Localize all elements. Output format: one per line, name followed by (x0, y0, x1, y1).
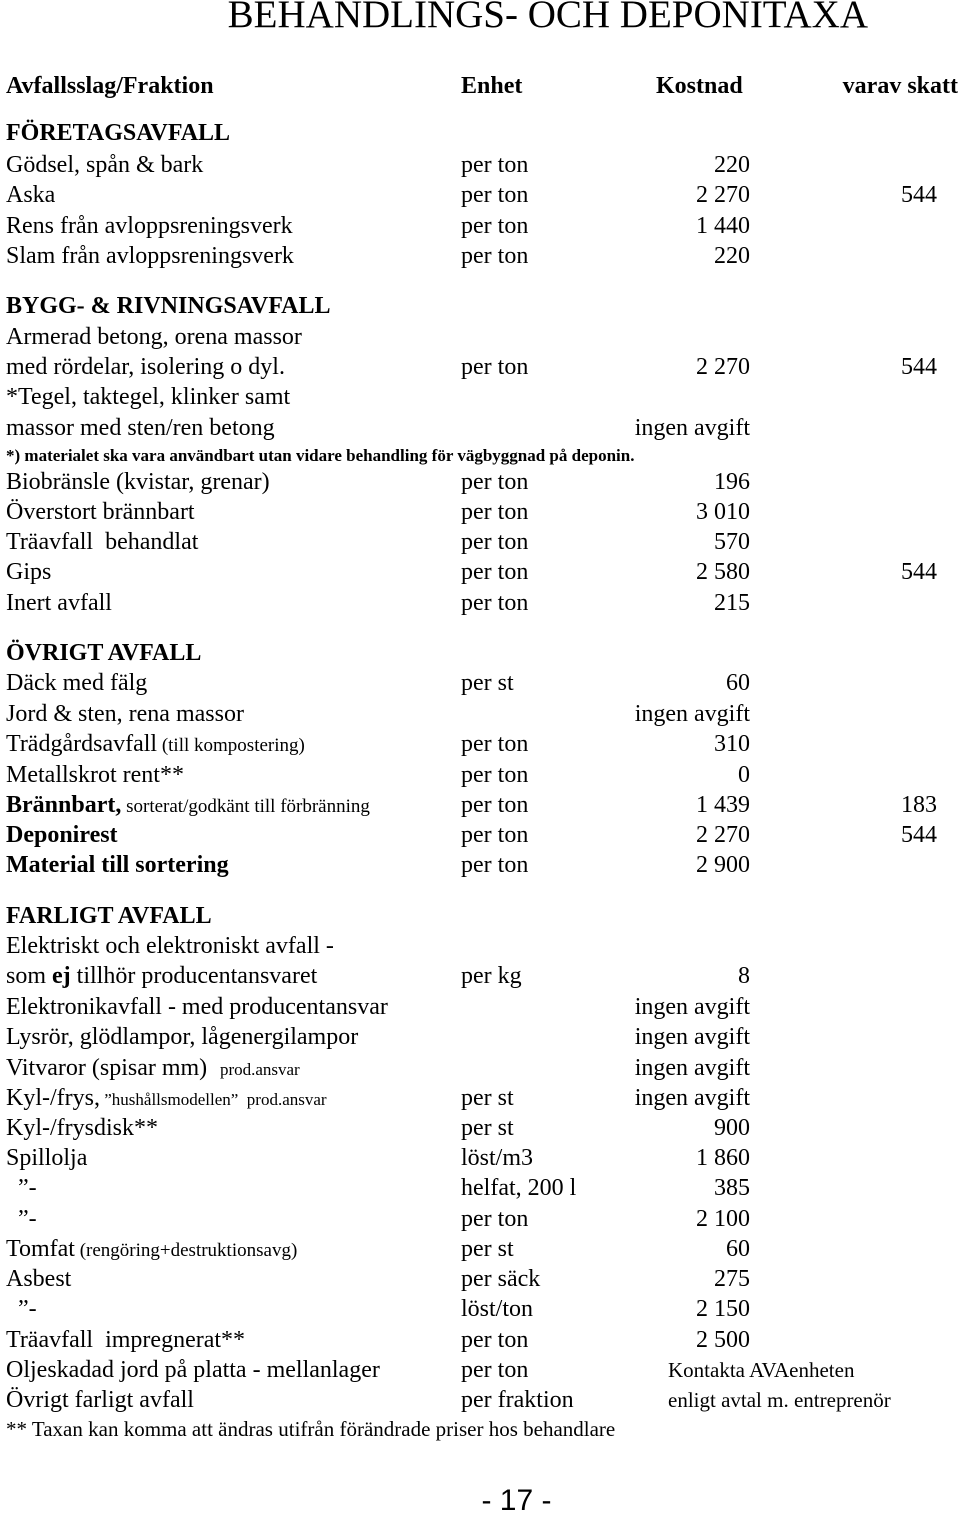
unit-cell: per ton (461, 499, 529, 525)
table-row (0, 588, 960, 618)
fraction-cell (6, 850, 229, 880)
section-heading (0, 118, 960, 148)
column-header-fraction: Avfallsslag/Fraktion (6, 73, 214, 99)
table-row (0, 527, 960, 557)
unit-cell: per ton (461, 529, 529, 555)
fraction-text: Material till sortering (6, 852, 229, 878)
fraction-cell (6, 1173, 37, 1203)
fraction-text: Övrigt farligt avfall (6, 1387, 194, 1413)
fraction-text: Lysrör, glödlampor, lågenergilampor (6, 1024, 359, 1050)
cost-cell: 310 (714, 731, 750, 757)
column-header-unit: Enhet (461, 73, 523, 99)
fraction-cell (6, 1234, 297, 1266)
fraction-cell (6, 467, 270, 497)
fraction-text-tail: tillhör producentansvaret (70, 963, 318, 989)
fraction-cell (6, 1264, 71, 1294)
unit-cell: per fraktion (461, 1387, 574, 1413)
fraction-text: Däck med fälg (6, 670, 148, 696)
table-row (0, 790, 960, 820)
cost-cell: ingen avgift (634, 994, 750, 1020)
cost-cell: 2 270 (696, 182, 750, 208)
fraction-emphasis: ej (52, 963, 71, 989)
fraction-cell (6, 382, 290, 412)
cost-cell: 570 (714, 529, 750, 555)
fraction-cell (6, 1294, 37, 1324)
fraction-text: Kyl-/frys, (6, 1085, 100, 1111)
fraction-text: Jord & sten, rena massor (6, 701, 244, 727)
unit-cell: per st (461, 1236, 514, 1262)
fraction-text: Gips (6, 559, 52, 585)
cost-cell: 275 (714, 1266, 750, 1292)
cost-cell: 2 500 (696, 1327, 750, 1353)
table-row (0, 729, 960, 759)
fraction-text: Oljeskadad jord på platta - mellanlager (6, 1357, 380, 1383)
table-row (0, 241, 960, 271)
cost-cell: 220 (714, 152, 750, 178)
fraction-text: Inert avfall (6, 590, 112, 616)
fraction-cell (6, 992, 388, 1022)
table-row (0, 352, 960, 382)
table-row (0, 1264, 960, 1294)
fraction-cell (6, 527, 198, 557)
fraction-text: Asbest (6, 1266, 72, 1292)
footnote-row (0, 1414, 960, 1444)
cost-cell: ingen avgift (634, 701, 750, 727)
table-row (0, 1083, 960, 1113)
cost-cell: 2 900 (696, 852, 750, 878)
fraction-text: Trädgårdsavfall (6, 731, 158, 757)
fraction-text: Gödsel, spån & bark (6, 152, 204, 178)
unit-cell: per ton (461, 852, 529, 878)
tax-cell: 544 (901, 354, 937, 380)
table-row (0, 180, 960, 210)
tax-cell: 544 (901, 559, 937, 585)
unit-cell: per ton (461, 243, 529, 269)
fraction-cell (6, 413, 275, 443)
fraction-cell (6, 1022, 358, 1052)
fraction-text: BYGG- & RIVNINGSAVFALL (6, 293, 331, 319)
table-row (0, 1325, 960, 1355)
fraction-text: Spillolja (6, 1145, 88, 1171)
page-title: BEHANDLINGS- OCH DEPONITAXA (227, 0, 868, 36)
cost-cell: 215 (714, 590, 750, 616)
cost-cell: ingen avgift (634, 415, 750, 441)
fraction-cell (6, 668, 147, 698)
fraction-text: Deponirest (6, 822, 118, 848)
cost-cell: 1 860 (696, 1145, 750, 1171)
table-row (0, 820, 960, 850)
fraction-cell (6, 1053, 300, 1085)
tax-cell: 544 (901, 822, 937, 848)
fraction-text: Brännbart, (6, 792, 122, 818)
fraction-text: ”- (6, 1206, 37, 1232)
fraction-cell (6, 760, 184, 790)
unit-cell: per ton (461, 1357, 529, 1383)
fraction-text: Träavfall impregnerat** (6, 1327, 246, 1353)
fraction-cell (6, 588, 112, 618)
fraction-cell (6, 291, 330, 321)
cost-cell: 2 270 (696, 822, 750, 848)
unit-cell: per ton (461, 590, 529, 616)
unit-cell: per st (461, 670, 514, 696)
fraction-text: FARLIGT AVFALL (6, 903, 212, 929)
table-row (0, 1234, 960, 1264)
fraction-text: Metallskrot rent** (6, 762, 184, 788)
table-row (0, 1204, 960, 1234)
fraction-cell (6, 557, 51, 587)
fraction-cell (6, 1325, 245, 1355)
table-row (0, 1022, 960, 1052)
unit-cell: löst/ton (461, 1296, 534, 1322)
cost-cell: ingen avgift (634, 1085, 750, 1111)
fraction-cell (6, 180, 55, 210)
fraction-cell (6, 729, 305, 761)
fraction-subtext: ”hushållsmodellen” prod.ansvar (99, 1090, 327, 1109)
unit-cell: per st (461, 1115, 514, 1141)
tax-cell: 544 (901, 182, 937, 208)
table-row (0, 497, 960, 527)
column-header-tax: varav skatt (842, 73, 958, 99)
cost-note-cell: Kontakta AVAenheten (668, 1358, 855, 1382)
unit-cell: per ton (461, 469, 529, 495)
fraction-text: Armerad betong, orena massor (6, 324, 302, 350)
fraction-cell (6, 931, 334, 961)
tax-cell: 183 (901, 792, 937, 818)
fraction-cell (6, 820, 118, 850)
fraction-cell (6, 322, 302, 352)
cost-cell: 2 150 (696, 1296, 750, 1322)
fraction-cell (6, 211, 293, 241)
table-row (0, 211, 960, 241)
fraction-cell (6, 1083, 327, 1115)
fraction-text: Elektriskt och elektroniskt avfall - (6, 933, 334, 959)
cost-cell: 196 (714, 469, 750, 495)
fraction-text: *Tegel, taktegel, klinker samt (6, 384, 291, 410)
fraction-text: Biobränsle (kvistar, grenar) (6, 469, 270, 495)
fraction-cell (6, 1143, 87, 1173)
table-row (0, 850, 960, 880)
cost-cell: 3 010 (696, 499, 750, 525)
table-row (0, 1355, 960, 1385)
fraction-cell (6, 241, 294, 271)
fraction-cell (6, 961, 317, 991)
unit-cell: per ton (461, 762, 529, 788)
page-number: - 17 - (481, 1484, 552, 1517)
table-row (0, 382, 960, 412)
fraction-text: ”- (6, 1296, 37, 1322)
cost-cell: ingen avgift (634, 1024, 750, 1050)
table-row (0, 1294, 960, 1324)
fraction-cell (6, 699, 244, 729)
table-row (0, 760, 960, 790)
fraction-cell (6, 497, 195, 527)
cost-cell: 2 580 (696, 559, 750, 585)
table-row (0, 961, 960, 991)
unit-cell: per kg (461, 963, 522, 989)
fraction-cell (6, 901, 212, 931)
fraction-text: Träavfall behandlat (6, 529, 199, 555)
fraction-cell (6, 150, 203, 180)
cost-cell: ingen avgift (634, 1055, 750, 1081)
cost-note-cell: enligt avtal m. entreprenör (668, 1388, 891, 1412)
fraction-text: Aska (6, 182, 56, 208)
unit-cell: per ton (461, 731, 529, 757)
section-heading (0, 291, 960, 321)
unit-cell: per ton (461, 559, 529, 585)
column-header-cost: Kostnad (656, 73, 743, 99)
section-heading (0, 638, 960, 668)
cost-cell: 2 270 (696, 354, 750, 380)
cost-cell: 8 (738, 963, 750, 989)
fraction-cell (6, 118, 230, 148)
cost-cell: 2 100 (696, 1206, 750, 1232)
cost-cell: 1 440 (696, 213, 750, 239)
unit-cell: per säck (461, 1266, 541, 1292)
table-row (0, 1385, 960, 1415)
fraction-cell (6, 1113, 158, 1143)
table-row (0, 1053, 960, 1083)
unit-cell: per st (461, 1085, 514, 1111)
fraction-text: ÖVRIGT AVFALL (6, 640, 202, 666)
cost-cell: 385 (714, 1175, 750, 1201)
fraction-text: Vitvaror (spisar mm) (6, 1055, 208, 1081)
fraction-subtext: prod.ansvar (207, 1060, 300, 1079)
unit-cell: per ton (461, 182, 529, 208)
fraction-subtext: sorterat/godkänt till förbränning (121, 796, 370, 817)
table-row (0, 1173, 960, 1203)
fraction-text: Rens från avloppsreningsverk (6, 213, 293, 239)
table-row (0, 413, 960, 443)
fraction-text: Elektronikavfall - med producentansvar (6, 994, 388, 1020)
table-row (0, 1113, 960, 1143)
unit-cell: helfat, 200 l (461, 1175, 577, 1201)
fraction-text: ** Taxan kan komma att ändras utifrån förändrade priser hos behandlare (6, 1417, 616, 1441)
cost-cell: 0 (738, 762, 750, 788)
table-row (0, 699, 960, 729)
table-row (0, 1143, 960, 1173)
unit-cell: per ton (461, 822, 529, 848)
fraction-cell (6, 352, 285, 382)
fraction-cell (6, 790, 370, 822)
fraction-text: FÖRETAGSAVFALL (6, 120, 231, 146)
fraction-cell (6, 1414, 615, 1444)
cost-cell: 1 439 (696, 792, 750, 818)
table-row (0, 467, 960, 497)
table-row (0, 668, 960, 698)
fraction-text: ”- (6, 1175, 37, 1201)
table-row (0, 931, 960, 961)
fraction-subtext: (till kompostering) (157, 735, 305, 756)
unit-cell: per ton (461, 1327, 529, 1353)
section-heading (0, 901, 960, 931)
fraction-text: Tomfat (6, 1236, 75, 1262)
unit-cell: per ton (461, 152, 529, 178)
table-row (0, 557, 960, 587)
unit-cell: per ton (461, 1206, 529, 1232)
fraction-cell (6, 1204, 37, 1234)
unit-cell: per ton (461, 213, 529, 239)
fraction-text: Slam från avloppsreningsverk (6, 243, 294, 269)
fraction-text: som (6, 963, 53, 989)
cost-cell: 220 (714, 243, 750, 269)
fraction-subtext: (rengöring+destruktionsavg) (74, 1240, 298, 1261)
unit-cell: per ton (461, 354, 529, 380)
table-row (0, 150, 960, 180)
cost-cell: 60 (726, 670, 750, 696)
unit-cell: per ton (461, 792, 529, 818)
table-row (0, 322, 960, 352)
fraction-cell (6, 1355, 380, 1385)
fraction-text: med rördelar, isolering o dyl. (6, 354, 285, 380)
fraction-text: Överstort brännbart (6, 499, 195, 525)
fraction-text: Kyl-/frysdisk** (6, 1115, 158, 1141)
table-row (0, 992, 960, 1022)
cost-cell: 60 (726, 1236, 750, 1262)
fraction-text: massor med sten/ren betong (6, 415, 275, 441)
fraction-cell (6, 1385, 194, 1415)
fraction-text: *) materialet ska vara användbart utan vidare behandling för vägbyggnad på deponin. (6, 446, 635, 465)
cost-cell: 900 (714, 1115, 750, 1141)
unit-cell: löst/m3 (461, 1145, 534, 1171)
fraction-cell (6, 638, 201, 668)
